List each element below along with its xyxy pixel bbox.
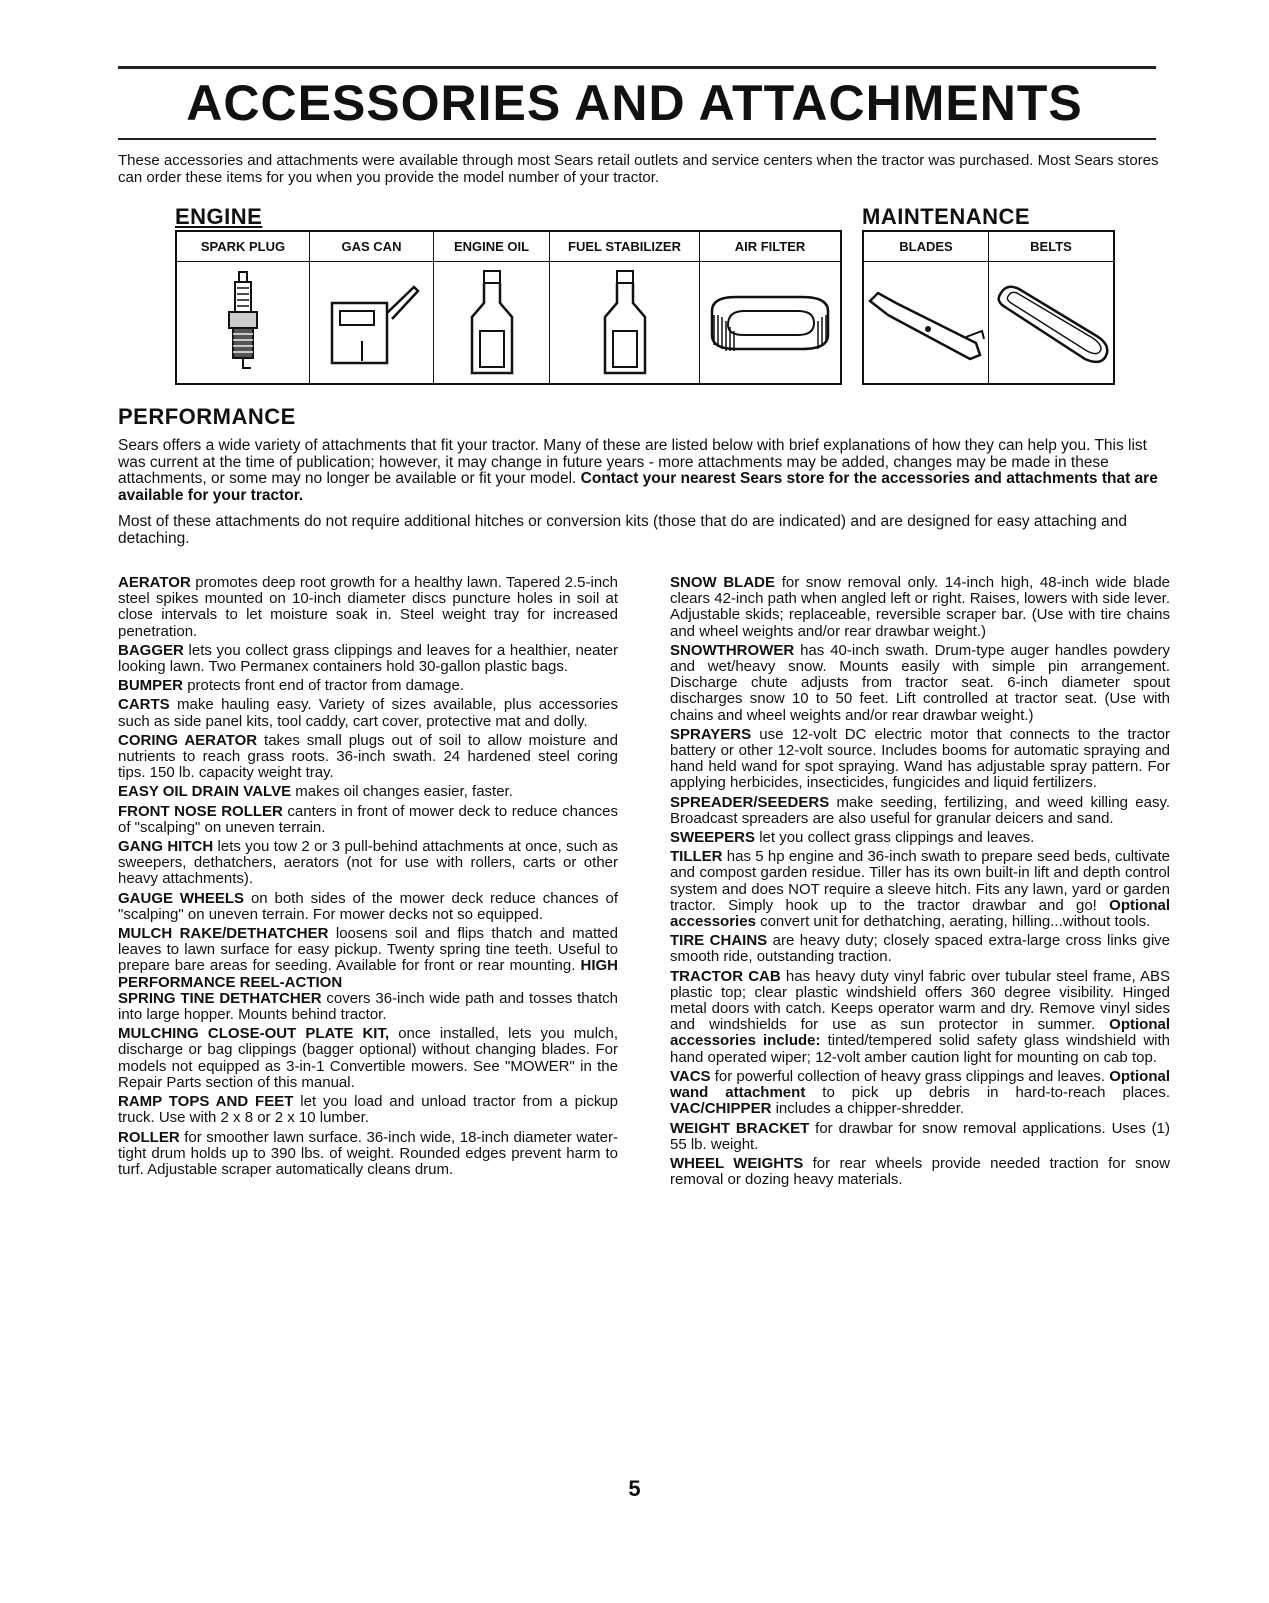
maintenance-label: BELTS	[989, 232, 1113, 262]
engine-cell-air-filter	[700, 232, 840, 383]
engine-label: GAS CAN	[310, 232, 433, 262]
entry-mulch-rake-dethatcher: MULCH RAKE/DETHATCHER loosens soil and flips thatch and matted leaves to lawn surface for easy pickup. Twenty spring tine teeth. Useful to prepare bare areas for seeding. Available for front or rear mounting. HIGH PERFORMANCE REEL-ACTION	[118, 925, 618, 991]
spark-plug-icon	[223, 270, 263, 375]
performance-heading: PERFORMANCE	[118, 404, 296, 429]
entry-vacs: VACS for powerful collection of heavy grass clippings and leaves. Optional wand attachment to pick up debris in hard-to-reach places. VAC/CHIPPER includes a chipper-shredder.	[670, 1067, 1171, 1118]
entry-spreader-seeders: SPREADER/SEEDERS make seeding, fertilizing, and weed killing easy. Broadcast spreaders are also useful for granular deicers and sand.	[670, 793, 1171, 827]
maintenance-heading: MAINTENANCE	[862, 204, 1031, 229]
air-filter-icon	[706, 275, 834, 370]
performance-bold-text: Contact your nearest Sears store for the accessories and attachments that are available for your tractor.	[118, 470, 1158, 504]
right-column	[670, 575, 1170, 1191]
entry-easy-oil-drain-valve: EASY OIL DRAIN VALVE makes oil changes easier, faster.	[118, 783, 513, 801]
engine-label: AIR FILTER	[700, 232, 840, 262]
entry-bumper: BUMPER protects front end of tractor from damage.	[118, 677, 464, 695]
entry-tire-chains: TIRE CHAINS are heavy duty; closely spaced extra-large cross links give smooth ride, outstanding traction.	[670, 932, 1170, 966]
oil-bottle-icon	[462, 269, 522, 377]
entry-ramp-tops-and-feet: RAMP TOPS AND FEET let you load and unload tractor from a pickup truck. Use with 2 x 8 or 2 x 10 lumber.	[118, 1093, 618, 1127]
maintenance-label: BLADES	[864, 232, 988, 262]
gas-can-icon	[322, 273, 422, 373]
engine-label: ENGINE OIL	[434, 232, 549, 262]
entry-bagger: BAGGER lets you collect grass clippings and leaves for a healthier, neater looking lawn. Two Permanex containers hold 30-gallon plastic bags.	[118, 641, 618, 676]
stabilizer-bottle-icon	[595, 269, 655, 377]
entry-front-nose-roller: FRONT NOSE ROLLER canters in front of mower deck to reduce chances of "scalping" on uneven terrain.	[118, 802, 618, 836]
entry-tractor-cab: TRACTOR CAB has heavy duty vinyl fabric over tubular steel frame, ABS plastic top; clear plastic windshield offers 360 degree visibility. Hinged metal doors with catch. Keeps operator warm and dry. Remove vinyl sides and windshields for use as sun protector in summer. Optional accessories include: tinted/tempered solid safety glass windshield with hand operated wiper; 12-volt amber caution light for mounting on cab top.	[670, 967, 1171, 1066]
maintenance-cell-belts	[989, 232, 1113, 383]
engine-cell-fuel-stabilizer	[550, 232, 700, 383]
entry-weight-bracket: WEIGHT BRACKET for drawbar for snow removal applications. Uses (1) 55 lb. weight.	[670, 1119, 1170, 1153]
engine-heading: ENGINE	[175, 204, 263, 229]
entry-spring-tine-dethatcher: SPRING TINE DETHATCHER covers 36-inch wide path and tosses thatch into large hopper. Mounts behind tractor.	[118, 989, 618, 1024]
title-rule	[118, 138, 1156, 140]
entry-aerator: AERATOR promotes deep root growth for a healthy lawn. Tapered 2.5-inch steel spikes mounted on 10-inch diameter discs puncture holes in soil at close intervals to let moisture soak in. Steel weight tray for increased penetration.	[118, 574, 619, 640]
entry-gauge-wheels: GAUGE WHEELS on both sides of the mower deck reduce chances of "scalping" on uneven terrain. For mower decks not so equipped.	[118, 889, 619, 923]
entry-coring-aerator: CORING AERATOR takes small plugs out of soil to allow moisture and nutrients to reach grass roots. 36-inch swath. 24 hardened steel coring tips. 150 lb. capacity weight tray.	[118, 731, 618, 782]
entry-carts: CARTS make hauling easy. Variety of sizes available, plus accessories such as side panel kits, tool caddy, cart cover, protective mat and dolly.	[118, 696, 618, 730]
intro-text: These accessories and attachments were available through most Sears retail outlets and service centers when the tractor was purchased. Most Sears stores can order these items for you when you provide the model number of your tractor.	[118, 152, 1159, 186]
entry-sprayers: SPRAYERS use 12-volt DC electric motor that connects to the tractor battery or other 12-volt source. Includes booms for automatic spraying and hand held wand for spot spraying. Wand has adjustable spray pattern. For applying herbicides, insecticides, fungicides and liquid fertilizers.	[670, 725, 1170, 792]
performance-paragraph	[118, 438, 1163, 504]
engine-cell-gas-can	[310, 232, 434, 383]
entry-mulching-close-out-plate-kit: MULCHING CLOSE-OUT PLATE KIT, once installed, lets you mulch, discharge or bag clippings (bagger optional) without changing blades. For models not equipped as 3-in-1 Convertible mowers. See "MOWER" in the Repair Parts section of this manual.	[118, 1025, 618, 1091]
engine-grid	[175, 230, 842, 385]
engine-label: FUEL STABILIZER	[550, 232, 699, 262]
entry-roller: ROLLER for smoother lawn surface. 36-inch wide, 18-inch diameter water-tight drum holds up to 390 lbs. of weight. Rounded edges prevent harm to turf. Adjustable scraper automatically cleans drum.	[118, 1128, 618, 1178]
engine-label: SPARK PLUG	[177, 232, 309, 262]
entry-tiller: TILLER has 5 hp engine and 36-inch swath to prepare seed beds, cultivate and compost garden residue. Tiller has its own built-in lift and depth control system and does NOT require a sleeve hitch. Fits any lawn, yard or garden tractor. Simply hook up to the tractor drawbar and go! Optional accessories convert unit for dethatching, aerating, hilling...without tools.	[670, 848, 1170, 931]
top-rule	[118, 66, 1156, 69]
entry-wheel-weights: WHEEL WEIGHTS for rear wheels provide needed traction for snow removal or dozing heavy materials.	[670, 1154, 1171, 1189]
page-title: ACCESSORIES AND ATTACHMENTS	[186, 75, 1083, 131]
engine-cell-spark-plug	[177, 232, 310, 383]
maintenance-cell-blades	[864, 232, 989, 383]
entry-snow-blade: SNOW BLADE for snow removal only. 14-inch high, 48-inch wide blade clears 42-inch path when angled left or right. Raises, lowers with side lever. Adjustable skids; replaceable, reversible scraper bar. (Use with tire chains and wheel weights and/or rear drawbar weight.)	[670, 574, 1171, 640]
entry-sweepers: SWEEPERS let you collect grass clippings and leaves.	[670, 829, 1035, 847]
mower-blade-icon	[866, 273, 986, 373]
left-column	[118, 575, 618, 1181]
attachments-note: Most of these attachments do not require additional hitches or conversion kits (those that do are indicated) and are designed for easy attaching and detaching.	[118, 513, 1127, 547]
maintenance-grid	[862, 230, 1115, 385]
performance-text: Sears offers a wide variety of attachments that fit your tractor. Many of these are listed below with brief explanations of how they can help you. This list was current at the time of publication; however, it may change in future years - more attachments may be added, changes may be made in these attachments, or some may no longer be available or fit your model.	[118, 437, 1147, 487]
page-number: 5	[628, 1476, 641, 1501]
entry-gang-hitch: GANG HITCH lets you tow 2 or 3 pull-behind attachments at once, such as sweepers, dethatchers, aerators (not for use with rollers, carts or other heavy attachments).	[118, 838, 618, 888]
engine-cell-engine-oil	[434, 232, 550, 383]
drive-belt-icon	[991, 273, 1111, 373]
entry-snowthrower: SNOWTHROWER has 40-inch swath. Drum-type auger handles powdery and wet/heavy snow. Mounts easily with simple pin arrangement. Discharge chute adjusts from tractor seat. 6-inch diameter spout discharges snow 10 to 50 feet. Lift controlled at tractor seat. (Use with chains and wheel weights and/or rear drawbar weight.)	[670, 641, 1171, 724]
